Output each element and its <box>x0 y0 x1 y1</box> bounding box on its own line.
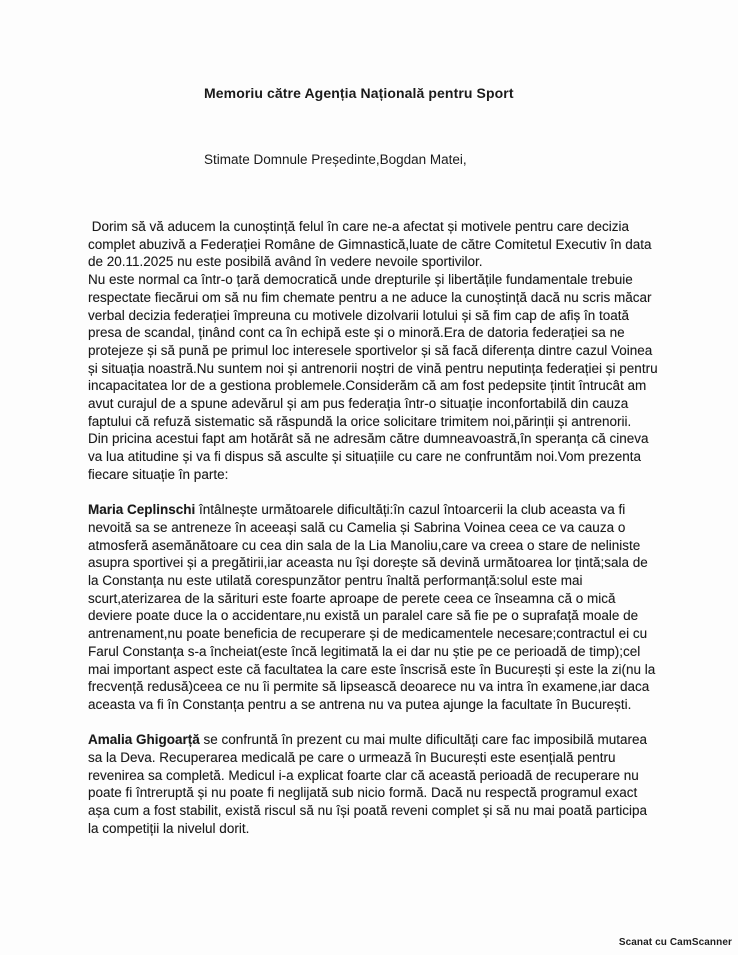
athlete-name-amalia: Amalia Ghigoarță <box>88 732 200 748</box>
case-text-maria: întâlnește următoarele dificultăți:în cazul întoarcerii la club aceasta va fi nevoită sa se antreneze în aceeași sală cu Camelia și Sabrina Voinea ceea ce va cauza o atmosferă asemănătoare cu cea din sala de la Lia Manoliu,care va creea o stare de neliniste asupra sportivei și a pregătirii,iar aceasta nu își dorește să devină următoarea lor țintă;sala de la Constanța nu este utilată corespunzător pentru înaltă performanță:solul este mai scurt,aterizarea de la sărituri este foarte aproape de perete ceea ce înseamna că o mică deviere poate duce la o accidentare,nu există un paralel care să fie pe o suprafață moale de antrenament,nu poate beneficia de recuperare și de medicamentele necesare;contractul ei cu Farul Constanța s-a încheiat(este încă legitimată la ei dar nu știe pe ce perioadă de timp);cel mai important aspect este că facultatea la care este înscrisă este în București și este la zi(nu la frecvență redusă)ceea ce nu îi permite să lipsească deoarece nu va intra în examene,iar daca aceasta va fi în Constanța pentru a se antrena nu va putea ajunge la facultate în București. <box>88 502 660 712</box>
document-title: Memoriu către Agenția Națională pentru Sport <box>204 85 514 101</box>
case-paragraph-amalia <box>88 731 658 837</box>
intro-paragraph-3: Din pricina acestui fapt am hotărât să ne adresăm către dumneavoastră,în speranța că cineva va lua atitudine și va fi dispus să asculte și situațiile cu care ne confruntăm noi.Vom prezenta fiecare situație în parte: <box>88 431 653 482</box>
salutation-line: Stimate Domnule Președinte,Bogdan Matei, <box>204 152 467 167</box>
case-paragraph-maria <box>88 501 658 713</box>
intro-paragraph-1: Dorim să vă aducem la cunoștință felul în care ne-a afectat și motivele pentru care decizia complet abuzivă a Federației Române de Gimnastică,luate de către Comitetul Executiv în data de 20.11.2025 nu este posibilă având în vedere nevoile sportivilor. <box>88 219 656 270</box>
intro-paragraph-2: Nu este normal ca într-o țară democratică unde drepturile și libertățile fundamentale trebuie respectate fiecărui om să nu fim chemate pentru a ne aduce la cunoștință dacă nu scris măcar verbal decizia federației împreuna cu motivele dizolvarii lotului și să fim cap de afiș în toată presa de scandal, ținând cont ca în echipă este și o minoră.Era de datoria federației sa ne protejeze și să pună pe primul loc interesele sportivelor și să facă diferența dintre cazul Voinea și situația noastră.Nu suntem noi și antrenorii noștri de vină pentru neputința federației și pentru incapacitatea lor de a gestiona problemele.Considerăm că am fost pedepsite țintit întrucât am avut curajul de a spune adevărul și am pus federația într-o situație inconfortabilă din cauza faptului că refuză sistematic să răspundă la orice solicitare trimitem noi,părinții și antrenorii. <box>88 272 662 429</box>
athlete-name-maria: Maria Ceplinschi <box>88 502 196 518</box>
case-text-amalia: se confruntă în prezent cu mai multe dificultăți care fac imposibilă mutarea sa la Deva. Recuperarea medicală pe care o urmează în București este esențială pentru revenirea sa completă. Medicul i-a explicat foarte clar că această perioadă de recuperare nu poate fi întreruptă și nu poate fi neglijată sub nicio formă. Dacă nu respectă programul exact așa cum a fost stabilit, există riscul să nu își poată reveni complet și să nu mai poată participa la competiții la nivelul dorit. <box>88 732 651 836</box>
camscanner-watermark: Scanat cu CamScanner <box>618 937 732 948</box>
document-body <box>88 218 662 838</box>
